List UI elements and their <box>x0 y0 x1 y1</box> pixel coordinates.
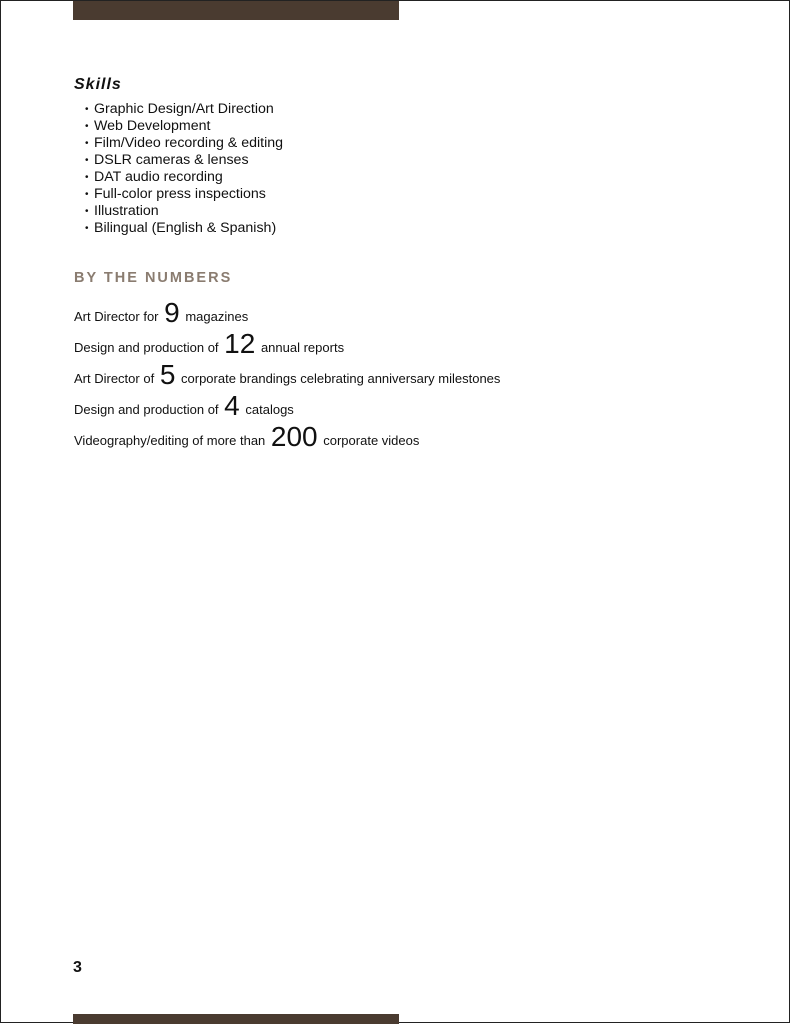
skill-item: • Illustration <box>85 203 159 219</box>
numbers-row-videos: Videography/editing of more than 200 corporate videos <box>74 421 420 452</box>
stat-value: 12 <box>224 328 256 359</box>
skill-item: • DAT audio recording <box>85 169 223 185</box>
skill-item: • Graphic Design/Art Direction <box>85 101 274 117</box>
stat-value: 200 <box>270 421 318 452</box>
skill-item: • DSLR cameras & lenses <box>85 152 249 168</box>
bullet-icon: • <box>85 206 89 217</box>
numbers-row-brandings: Art Director of 5 corporate brandings celebrating anniversary milestones <box>74 359 501 390</box>
bullet-icon: • <box>85 104 89 115</box>
bullet-icon: • <box>85 189 89 200</box>
stat-value: 9 <box>164 297 180 328</box>
skills-heading: Skills <box>74 76 122 93</box>
skill-item: • Bilingual (English & Spanish) <box>85 220 277 236</box>
skill-item: • Web Development <box>85 118 211 134</box>
skills-list <box>85 101 283 237</box>
stat-value: 4 <box>224 390 240 421</box>
page-number: 3 <box>73 959 82 976</box>
bullet-icon: • <box>85 172 89 183</box>
numbers-row-annual-reports: Design and production of 12 annual reports <box>74 328 345 359</box>
numbers-row-catalogs: Design and production of 4 catalogs <box>74 390 294 421</box>
bullet-icon: • <box>85 138 89 149</box>
by-the-numbers-heading: BY THE NUMBERS <box>74 270 233 286</box>
top-accent-bar <box>73 1 399 20</box>
bullet-icon: • <box>85 155 89 166</box>
stat-value: 5 <box>159 359 176 390</box>
numbers-row-magazines: Art Director for 9 magazines <box>74 297 249 328</box>
skill-item: • Film/Video recording & editing <box>85 135 284 151</box>
skill-item: • Full-color press inspections <box>85 186 266 202</box>
bullet-icon: • <box>85 223 89 234</box>
bullet-icon: • <box>85 121 89 132</box>
